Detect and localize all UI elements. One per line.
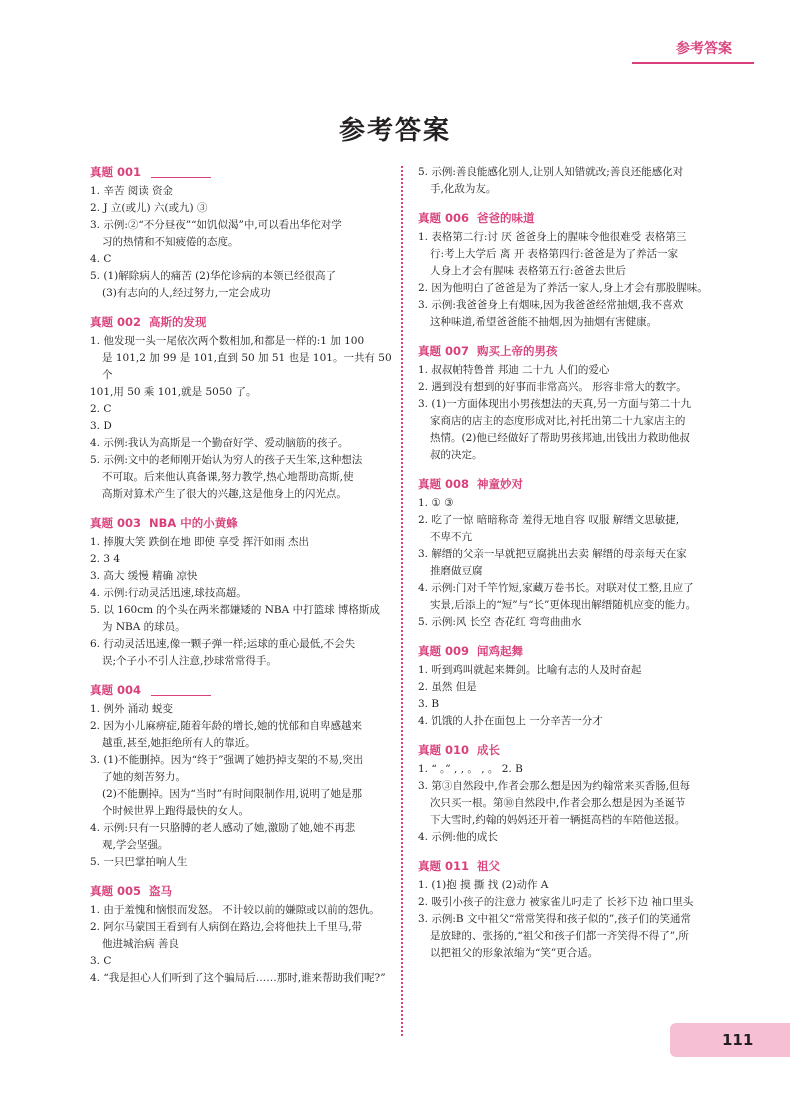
answer-line: (3)有志向的人,经过努力,一定会成功 [102, 287, 271, 299]
question-heading [90, 314, 392, 330]
question-number: 真题 001 [90, 165, 142, 179]
question-heading [418, 643, 736, 659]
answer-line: 越重,甚至,她拒绝所有人的靠近。 [102, 737, 256, 749]
answer-line: 5. (1)解除病人的痛苦 (2)华佗诊病的本领已经很高了 [90, 270, 336, 282]
answer-line: 3. 示例:②“不分昼夜”“如饥似渴”中,可以看出华佗对学 [90, 219, 342, 231]
answer-block [90, 682, 392, 871]
question-number: 真题 006 [418, 211, 470, 225]
left-column [90, 164, 392, 999]
answer-block [418, 858, 736, 962]
answer-block [90, 515, 392, 670]
answer-line: 2. 遇到没有想到的好事而非常高兴。 形容非常大的数字。 [418, 381, 687, 393]
question-heading [418, 343, 736, 359]
question-number: 真题 008 [418, 477, 470, 491]
answer-block [418, 476, 736, 631]
header-label: 参考答案 [676, 41, 732, 57]
answer-line: 家商店的店主的态度形成对比,衬托出第二十九家店主的 [430, 415, 686, 427]
question-title: 神童妙对 [477, 477, 524, 491]
answer-line: 3. 解缙的父亲一早就把豆腐挑出去卖 解缙的母亲每天在家 [418, 548, 687, 560]
answer-block [418, 742, 736, 846]
answer-line: 实景,后添上的“短”与“长”更体现出解缙随机应变的能力。 [430, 599, 697, 611]
answer-block [90, 883, 392, 987]
answer-line: (2)不能删掉。因为“当时”有时间限制作用,说明了她是那 [102, 788, 362, 800]
answer-line: 观,学会坚强。 [102, 839, 169, 851]
answer-line: 3. 第③自然段中,作者会那么想是因为约翰常来买香肠,但每 [418, 780, 691, 792]
answer-line: 1. 由于羞愧和恼恨而发怒。 不计较以前的嫌隙或以前的怨仇。 [90, 904, 380, 916]
question-heading [90, 682, 392, 698]
heading-rule [151, 685, 211, 696]
question-heading [90, 883, 392, 899]
question-title: 成长 [477, 743, 501, 757]
answer-line: 3. 高大 缓慢 精确 凉快 [90, 570, 198, 582]
right-column [418, 164, 736, 974]
answer-line: 2. C [90, 403, 112, 415]
answer-line: 5. 示例:文中的老师刚开始认为穷人的孩子天生笨,这种想法 [90, 454, 363, 466]
answer-line: 下大雪时,约翰的妈妈还开着一辆挺高档的车陪他送报。 [430, 814, 686, 826]
answer-line: 个时候世界上跑得最快的女人。 [102, 805, 249, 817]
answer-line: 误;个子小不引人注意,抄球常常得手。 [102, 655, 277, 667]
question-heading [90, 164, 392, 180]
answer-line: 3. 示例:我爸爸身上有烟味,因为我爸爸经常抽烟,我不喜欢 [418, 299, 684, 311]
question-heading [418, 858, 736, 874]
answer-line: 1. 捧腹大笑 跌倒在地 即使 享受 挥汗如雨 杰出 [90, 536, 310, 548]
answer-line: 5. 示例:风 长空 杏花红 弯弯曲曲水 [418, 616, 582, 628]
answer-block [418, 210, 736, 331]
question-number: 真题 003 [90, 516, 142, 530]
question-number: 真题 002 [90, 315, 142, 329]
answer-line: 人身上才会有腥味 表格第五行:爸爸去世后 [430, 265, 626, 277]
question-number: 真题 004 [90, 683, 142, 697]
answer-line: 2. 吸引小孩子的注意力 被家雀儿叼走了 长衫下边 袖口里头 [418, 896, 694, 908]
question-title: 盗马 [149, 884, 173, 898]
answer-line: 1. (1)抱 摸 撕 找 (2)动作 A [418, 879, 549, 891]
answer-line: 5. 一只巴掌拍响人生 [90, 856, 188, 868]
answer-line: 热情。(2)他已经做好了帮助男孩邦迪,出钱出力救助他叔 [430, 432, 690, 444]
answer-line: 叔的决定。 [430, 449, 483, 461]
answer-line: 2. 吃了一惊 暗暗称奇 羞得无地自容 叹服 解缙文思敏捷, [418, 514, 680, 526]
answer-line: 他进城治病 善良 [102, 938, 179, 950]
answer-line: 2. 3 4 [90, 553, 121, 565]
page-title: 参考答案 [338, 116, 451, 146]
answer-line: 1. 辛苦 阅读 资金 [90, 185, 174, 197]
answer-line: 3. 示例:B 文中祖父“常常笑得和孩子似的”,孩子们的笑通常 [418, 913, 692, 925]
question-number: 真题 010 [418, 743, 470, 757]
answer-line: 4. “我是担心人们听到了这个骗局后……那时,谁来帮助我们呢?” [90, 972, 386, 984]
question-number: 真题 005 [90, 884, 142, 898]
answer-line: 3. (1)一方面体现出小男孩想法的天真,另一方面与第二十九 [418, 398, 692, 410]
answer-line: 3. C [90, 955, 112, 967]
answer-line: 1. 听到鸡叫就起来舞剑。比喻有志的人及时奋起 [418, 664, 642, 676]
page-number: 111 [722, 1031, 754, 1049]
answer-line: 习的热情和不知疲倦的态度。 [102, 236, 239, 248]
answer-block [418, 343, 736, 464]
question-title: NBA 中的小黄蜂 [149, 516, 238, 530]
question-heading [418, 742, 736, 758]
answer-block [418, 164, 736, 198]
answer-line: 1. 叔叔帕特鲁普 邦迪 二十九 人们的爱心 [418, 364, 610, 376]
answer-line: 2. 因为他明白了爸爸是为了养活一家人,身上才会有那股腥味。 [418, 282, 708, 294]
answer-line: 2. 因为小儿麻痹症,随着年龄的增长,她的忧郁和自卑感越来 [90, 720, 363, 732]
question-title: 购买上帝的男孩 [477, 344, 558, 358]
answer-line: 6. 行动灵活迅速,像一颗子弹一样;运球的重心最低,不会失 [90, 638, 356, 650]
question-number: 真题 007 [418, 344, 470, 358]
answer-line: 2. 虽然 但是 [418, 681, 477, 693]
column-divider [401, 166, 403, 1036]
answer-line: 是放肆的、张扬的,“祖父和孩子们都一齐笑得不得了”,所 [430, 930, 689, 942]
answer-line: 1. “ 。” , , 。 , 。 2. B [418, 763, 523, 775]
answer-line: 1. ① ③ [418, 497, 454, 509]
answer-line: 1. 例外 涌动 蜕变 [90, 703, 174, 715]
answer-line: 行:考上大学后 离 开 表格第四行:爸爸是为了养活一家 [430, 248, 679, 260]
answer-line: 不卑不亢 [430, 531, 472, 543]
answer-line: 次只买一根。第⑩自然段中,作者会那么想是因为圣诞节 [430, 797, 686, 809]
answer-line: 4. 示例:我认为高斯是一个勤奋好学、爱动脑筋的孩子。 [90, 437, 349, 449]
question-title: 爸爸的味道 [477, 211, 535, 225]
answer-line: 2. 阿尔马蒙国王看到有人病倒在路边,会将他扶上千里马,带 [90, 921, 363, 933]
answer-block [90, 164, 392, 302]
answer-line: 4. C [90, 253, 112, 265]
answer-line: 101,用 50 乘 101,就是 5050 了。 [90, 386, 257, 398]
answer-line: 1. 表格第二行:讨 厌 爸爸身上的腥味令他很难受 表格第三 [418, 231, 687, 243]
answer-line: 这种味道,希望爸爸能不抽烟,因为抽烟有害健康。 [430, 316, 658, 328]
question-title: 祖父 [477, 859, 501, 873]
answer-line: 4. 示例:门对千竿竹短,家藏万卷书长。对联对仗工整,且应了 [418, 582, 694, 594]
answer-line: 1. 他发现一头一尾依次两个数相加,和都是一样的:1 加 100 [90, 335, 365, 347]
answer-line: 了她的刻苦努力。 [102, 771, 186, 783]
answer-line: 以把祖父的形象浓缩为“笑”更合适。 [430, 947, 599, 959]
page-number-tab [670, 1023, 790, 1057]
answer-line: 4. 示例:他的成长 [418, 831, 498, 843]
answer-line: 是 101,2 加 99 是 101,直到 50 加 51 也是 101。一共有 50 个 [102, 352, 392, 381]
answer-line: 3. D [90, 420, 112, 432]
question-heading [90, 515, 392, 531]
question-title: 闻鸡起舞 [477, 644, 524, 658]
heading-rule [151, 167, 211, 178]
question-number: 真题 011 [418, 859, 470, 873]
answer-line: 为 NBA 的球员。 [102, 621, 186, 633]
answer-line: 5. 示例:善良能感化别人,让别人知错就改;善良还能感化对 [418, 166, 684, 178]
answer-line: 3. B [418, 698, 440, 710]
question-title: 高斯的发现 [149, 315, 207, 329]
answer-line: 3. (1)不能删掉。因为“终于”强调了她扔掉支架的不易,突出 [90, 754, 364, 766]
header-rule [632, 62, 754, 64]
answer-line: 4. 饥饿的人扑在面包上 一分辛苦一分才 [418, 715, 603, 727]
answer-line: 4. 示例:只有一只胳膊的老人感动了她,激励了她,她不再悲 [90, 822, 356, 834]
answer-line: 5. 以 160cm 的个头在两米都嫌矮的 NBA 中打篮球 博格斯成 [90, 604, 380, 616]
answer-block [418, 643, 736, 730]
answer-line: 推磨做豆腐 [430, 565, 483, 577]
answer-line: 高斯对算术产生了很大的兴趣,这是他身上的闪光点。 [102, 488, 347, 500]
question-heading [418, 476, 736, 492]
question-number: 真题 009 [418, 644, 470, 658]
answer-block [90, 314, 392, 503]
answer-line: 2. J 立(或儿) 六(或九) ③ [90, 202, 208, 214]
question-heading [418, 210, 736, 226]
answer-line: 手,化敌为友。 [430, 183, 497, 195]
answer-line: 4. 示例:行动灵活迅速,球技高超。 [90, 587, 247, 599]
answer-line: 不可取。后来他认真备课,努力教学,热心地帮助高斯,使 [102, 471, 354, 483]
